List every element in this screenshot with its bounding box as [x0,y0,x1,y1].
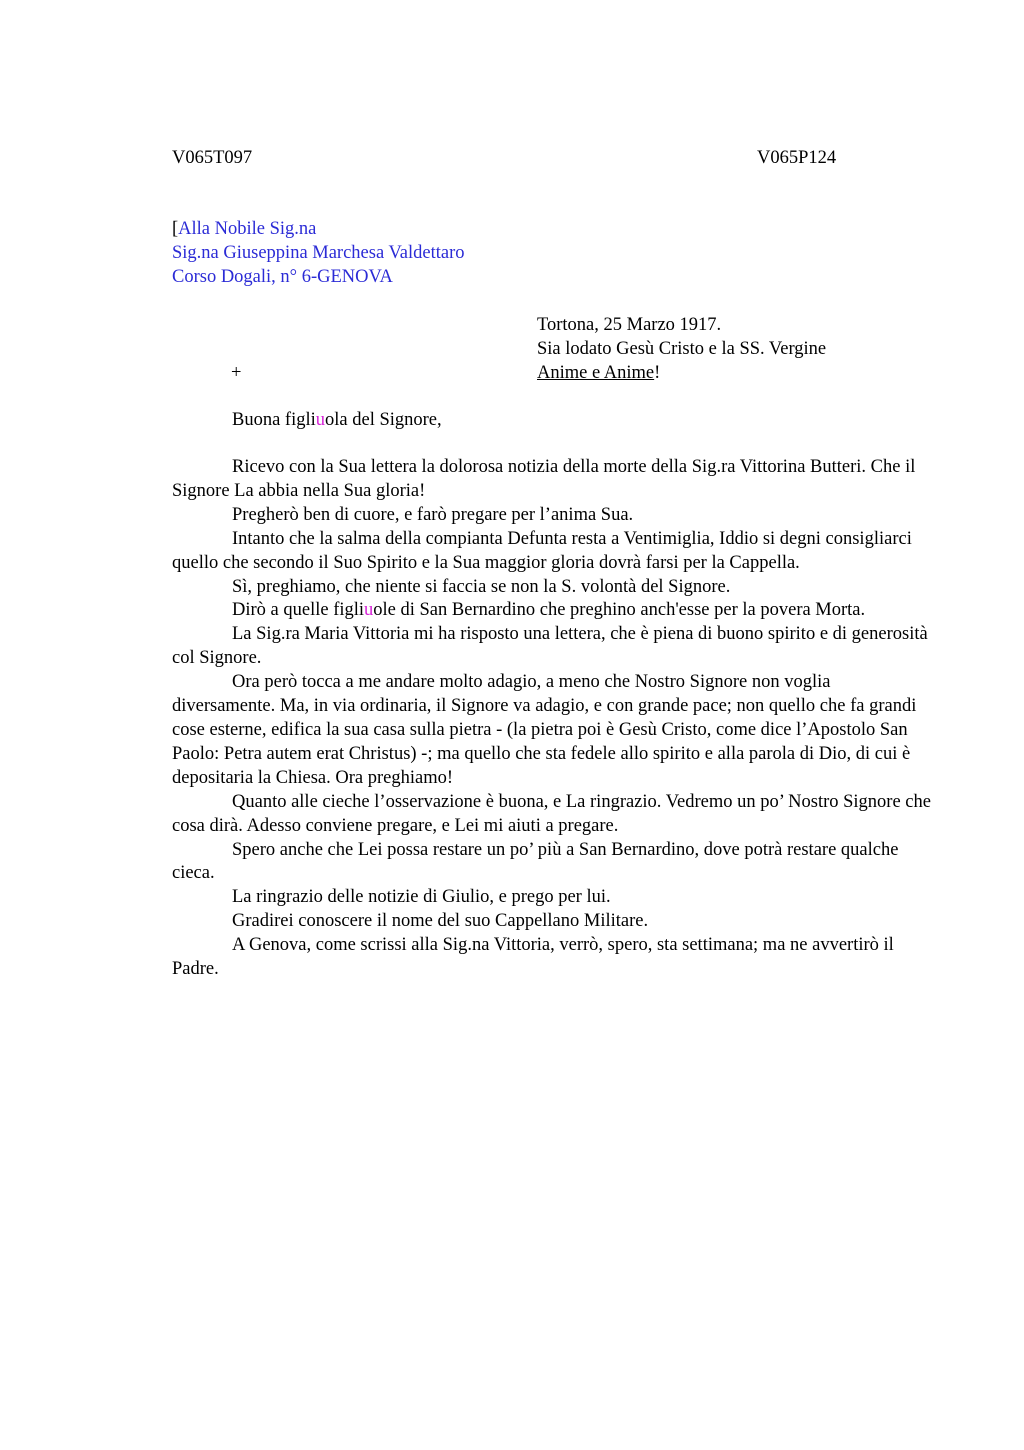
recipient-address [172,217,465,289]
paragraph-3: Intanto che la salma della compianta Defunta resta a Ventimiglia, Iddio si degni consigliarci quello che secondo il Suo Spirito e la Sua maggior gloria dovrà farsi per la Cappella. [172,528,912,573]
motto-line [537,361,826,385]
address-line-3: Corso Dogali, n° 6-GENOVA [172,267,393,287]
paragraph-4: Sì, preghiamo, che niente si faccia se non la S. volontà del Signore. [232,576,731,597]
invocation: Sia lodato Gesù Cristo e la SS. Vergine [537,339,827,359]
motto: Anime e Anime [537,363,655,383]
paragraph-6: La Sig.ra Maria Vittoria mi ha risposto una lettera, che è piena di buono spirito e di generosità col Signore. [172,624,928,669]
paragraph-5 [172,599,932,623]
paragraph-8: Quanto alle cieche l’osservazione è buona, e La ringrazio. Vedremo un po’ Nostro Signore che cosa dirà. Adesso conviene pregare, e Lei mi aiuti a pregare. [172,791,931,836]
salutation [232,408,442,432]
place-date: Tortona, 25 Marzo 1917. [537,315,722,335]
address-recipient-title: Alla Nobile Sig.na [178,219,317,239]
paragraph-2: Pregherò ben di cuore, e farò pregare per l’anima Sua. [232,504,634,525]
address-line-2: Sig.na Giuseppina Marchesa Valdettaro [172,243,465,263]
address-line-1 [172,217,465,241]
paragraph-12: A Genova, come scrissi alla Sig.na Vittoria, verrò, spero, sta settimana; ma ne avvertirò il Padre. [172,935,894,980]
document-code-left: V065T097 [172,148,253,168]
letter-body [172,456,932,982]
salutation-after: ola del Signore, [325,410,442,430]
paragraph-9: Spero anche che Lei possa restare un po’ più a San Bernardino, dove potrà restare qualche cieca. [172,839,899,884]
paragraph-1: Ricevo con la Sua lettera la dolorosa notizia della morte della Sig.ra Vittorina Butteri. Che il Signore La abbia nella Sua gloria! [172,457,916,501]
cross-symbol: + [231,363,242,383]
paragraph-10: La ringrazio delle notizie di Giulio, e prego per lui. [232,887,611,908]
paragraph-5-after: ole di San Bernardino che preghino anch'esse per la povera Morta. [373,600,866,621]
salutation-highlight: u [315,410,326,430]
document-code-right: V065P124 [757,148,837,168]
paragraph-5-before: Dirò a quelle figli [232,600,365,621]
motto-end: ! [654,363,661,383]
address-bracket: [ [172,219,179,239]
salutation-before: Buona figli [232,410,316,430]
paragraph-5-highlight: u [364,600,374,621]
paragraph-11: Gradirei conoscere il nome del suo Cappellano Militare. [232,911,649,932]
date-block [537,313,826,385]
paragraph-7: Ora però tocca a me andare molto adagio, a meno che Nostro Signore non voglia diversamente. Ma, in via ordinaria, il Signore va adagio, e con grande pace; non quello che fa grandi cose esterne, edifica la sua casa sulla pietra - (la pietra poi è Gesù Cristo, come dice l’Apostolo San Paolo: Petra autem erat Christus) -; ma quello che sta fedele allo spirito e alla parola di Dio, di cui è depositaria la Chiesa. Ora preghiamo! [172,672,917,788]
